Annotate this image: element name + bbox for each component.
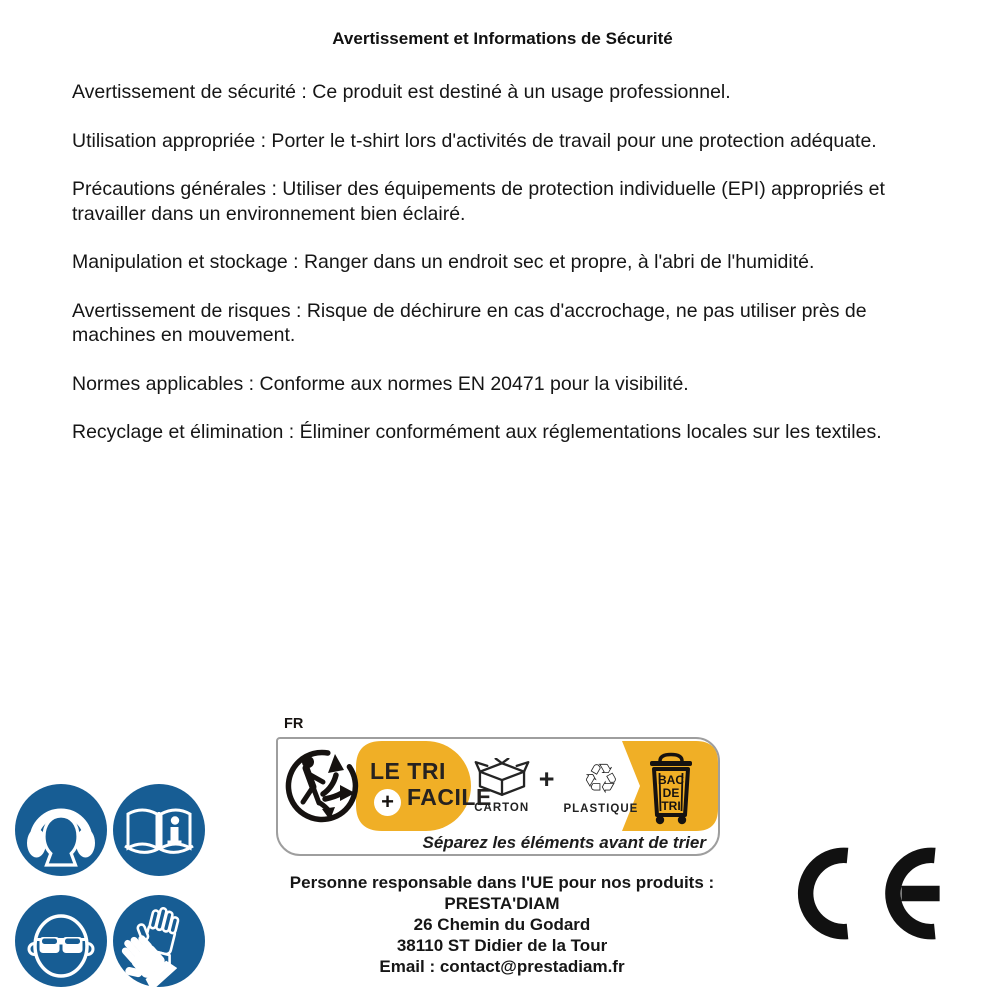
- svg-text:BAC: BAC: [658, 773, 684, 787]
- page-title: Avertissement et Informations de Sécurité: [332, 29, 673, 48]
- plus-badge-icon: +: [374, 789, 401, 816]
- address-street: 26 Chemin du Godard: [413, 915, 591, 934]
- materials-row: [472, 747, 640, 825]
- address-city: 38110 ST Didier de la Tour: [396, 936, 608, 955]
- paragraph-risk-warning: Avertissement de risques : Risque de déchirure en cas d'accrochage, ne pas utiliser près de machines en mouvement.: [72, 299, 867, 346]
- recycle-symbol-icon: ♲: [582, 755, 620, 803]
- wear-ear-protection-icon: [14, 783, 108, 877]
- responsible-intro: Personne responsable dans l'UE pour nos produits :: [289, 873, 715, 892]
- svg-text:DE: DE: [662, 786, 680, 800]
- paragraph-appropriate-use: Utilisation appropriée : Porter le t-shirt lors d'activités de travail pour une protection adéquate.: [72, 129, 877, 152]
- headline-le-tri: LE TRI: [370, 758, 446, 784]
- info-tri-label: [276, 737, 720, 856]
- responsible-person-block: [276, 872, 728, 977]
- materials-plus-sign: +: [538, 763, 555, 794]
- read-instruction-manual-icon: [112, 783, 206, 877]
- material-plastique: [563, 757, 638, 815]
- sorting-bin-icon: [650, 755, 692, 825]
- paragraph-handling-storage: Manipulation et stockage : Ranger dans un endroit sec et propre, à l'abri de l'humidité.: [72, 251, 815, 273]
- paragraph-safety-warning: Avertissement de sécurité : Ce produit est destiné à un usage professionnel.: [72, 81, 731, 103]
- carton-label: CARTON: [474, 802, 530, 814]
- headline-facile: FACILE: [407, 784, 492, 810]
- svg-text:TRI: TRI: [661, 799, 681, 813]
- contact-email: Email : contact@prestadiam.fr: [379, 957, 625, 976]
- triman-icon: [288, 752, 355, 820]
- paragraph-applicable-standards: Normes applicables : Conforme aux normes EN 20471 pour la visibilité.: [72, 372, 689, 395]
- material-carton: [474, 758, 530, 814]
- country-code-tag: FR: [284, 716, 304, 732]
- wear-eye-protection-icon: [14, 894, 108, 988]
- company-name: PRESTA'DIAM: [444, 894, 560, 913]
- ce-mark-icon: [796, 846, 946, 941]
- paragraph-recycling-disposal: Recyclage et élimination : Éliminer conformément aux réglementations locales sur les textiles.: [72, 421, 882, 443]
- sorting-note: Séparez les éléments avant de trier: [422, 833, 706, 852]
- wear-protective-gloves-icon: [112, 894, 206, 988]
- plastique-label: PLASTIQUE: [563, 803, 639, 815]
- paragraph-general-precautions: Précautions générales : Utiliser des équipements de protection individuelle (EPI) appropriés et travailler dans un environnement bien éclairé.: [72, 178, 885, 225]
- safety-text-block: [72, 80, 932, 469]
- mandatory-safety-icons: [14, 783, 206, 988]
- cardboard-box-icon: [474, 758, 530, 800]
